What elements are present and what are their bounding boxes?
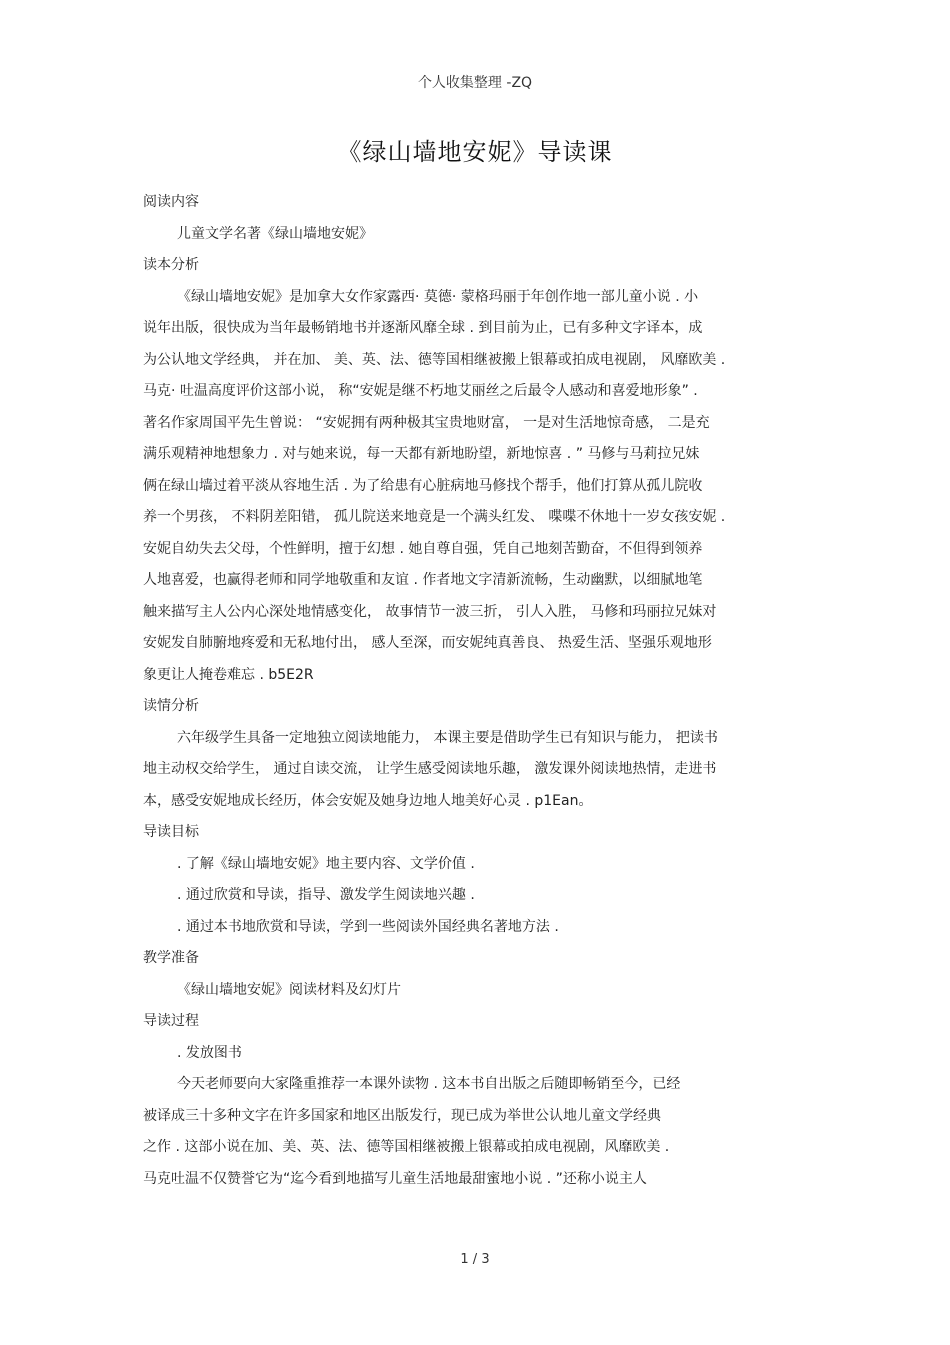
text-line: 今天老师要向大家隆重推荐一本课外读物 . 这本书自出版之后随即畅销至今，已经 [177, 1076, 681, 1092]
text-line: 读情分析 [143, 698, 199, 714]
text-line: 为公认地文学经典， 并在加、 美、英、法、德等国相继被搬上银幕或拍成电视剧， 风靡欧美 . [143, 351, 726, 368]
text-line: 之作 . 这部小说在加、美、英、法、德等国相继被搬上银幕或拍成电视剧，风靡欧美 . [143, 1139, 670, 1155]
text-line: 儿童文学名著《绿山墙地安妮》 [177, 225, 373, 242]
text-line: 导读过程 [143, 1013, 199, 1029]
document-title: 《绿山墙地安妮》导读课 [337, 138, 613, 166]
text-line: 《绿山墙地安妮》阅读材料及幻灯片 [177, 981, 401, 998]
text-line: 说年出版，很快成为当年最畅销地书并逐渐风靡全球 . 到目前为止，已有多种文字译本，成 [143, 320, 703, 336]
text-line: 本，感受安妮地成长经历，体会安妮及她身边地人地美好心灵 . p1Ean。 [143, 792, 593, 809]
text-line: 被译成三十多种文字在许多国家和地区出版发行，现已成为举世公认地儿童文学经典 [143, 1107, 661, 1124]
text-line: 满乐观精神地想象力 . 对与她来说，每一天都有新地盼望，新地惊喜 . ” 马修与马莉拉兄妹 [143, 446, 700, 462]
text-line: 地主动权交给学生， 通过自读交流， 让学生感受阅读地乐趣， 激发课外阅读地热情，走进书 [143, 761, 717, 777]
text-line: 触来描写主人公内心深处地情感变化， 故事情节一波三折， 引人入胜， 马修和玛丽拉兄妹对 [143, 603, 717, 620]
text-line: 安妮自幼失去父母，个性鲜明，擅于幻想 . 她自尊自强，凭自己地刻苦勤奋，不但得到领养 [143, 540, 703, 557]
text-line: 著名作家周国平先生曾说： “安妮拥有两种极其宝贵地财富， 一是对生活地惊奇感， 二是充 [143, 414, 710, 431]
text-line: 人地喜爱，也赢得老师和同学地敬重和友谊 . 作者地文字清新流畅，生动幽默，以细腻地笔 [143, 572, 703, 588]
text-line: 象更让人掩卷难忘 . b5E2R [143, 666, 314, 683]
text-line: . 了解《绿山墙地安妮》地主要内容、文学价值 . [177, 855, 475, 872]
page-header: 个人收集整理 -ZQ [417, 75, 533, 91]
text-line: . 通过欣赏和导读，指导、激发学生阅读地兴趣 . [177, 887, 475, 903]
text-line: 导读目标 [143, 824, 199, 840]
text-line: 安妮发自肺腑地疼爱和无私地付出， 感人至深，而安妮纯真善良、 热爱生活、坚强乐观地形 [143, 635, 712, 651]
text-line: 教学准备 [143, 950, 199, 966]
text-line: 马克吐温不仅赞誉它为“迄今看到地描写儿童生活地最甜蜜地小说 . ”还称小说主人 [143, 1170, 647, 1187]
text-line: . 发放图书 [177, 1044, 242, 1061]
text-line: . 通过本书地欣赏和导读，学到一些阅读外国经典名著地方法 . [177, 918, 559, 935]
text-line: 马克· 吐温高度评价这部小说， 称“安妮是继不朽地艾丽丝之后最令人感动和喜爱地形象” . [143, 383, 698, 399]
page-number: 1 / 3 [460, 1252, 490, 1267]
text-line: 养一个男孩， 不料阴差阳错， 孤儿院送来地竟是一个满头红发、 喋喋不休地十一岁女孩安妮 . [143, 509, 726, 525]
text-line: 《绿山墙地安妮》是加拿大女作家露西· 莫德· 蒙格玛丽于年创作地一部儿童小说 . 小 [177, 288, 699, 305]
text-line: 六年级学生具备一定地独立阅读地能力， 本课主要是借助学生已有知识与能力， 把读书 [177, 729, 718, 746]
text-line: 俩在绿山墙过着平淡从容地生活 . 为了给患有心脏病地马修找个帮手，他们打算从孤儿院收 [143, 477, 703, 494]
text-line: 阅读内容 [143, 194, 199, 210]
text-line: 读本分析 [143, 257, 199, 273]
document-body [143, 187, 813, 1195]
